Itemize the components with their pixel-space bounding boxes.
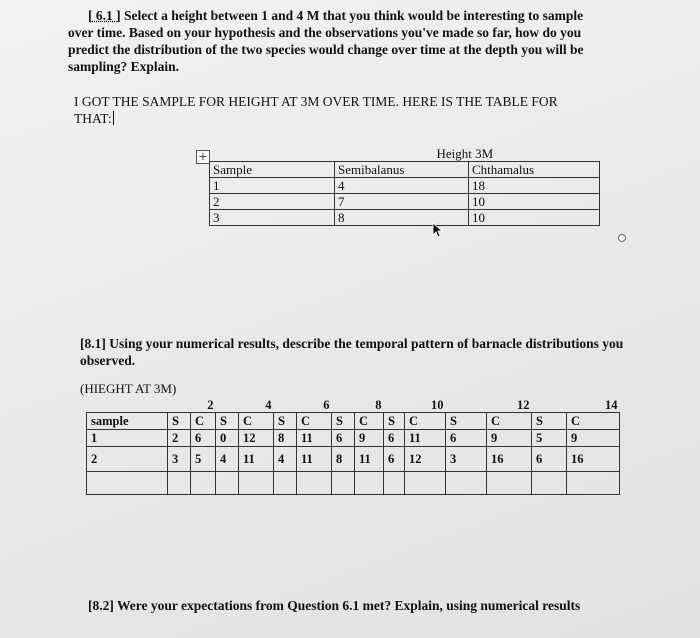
question-8-1: [8.1] Using your numerical results, describe the temporal pattern of barnacle distributions you observed.: [80, 336, 624, 368]
table-row: [87, 430, 620, 447]
time-series-table: [86, 398, 620, 495]
table-cell[interactable]: 1: [87, 430, 168, 447]
table-cell[interactable]: 1: [210, 178, 335, 194]
table-cell[interactable]: 4: [274, 447, 297, 472]
header-c[interactable]: C: [567, 413, 620, 430]
table-caption: Height 3M: [436, 146, 494, 161]
table-cell[interactable]: 3: [168, 447, 191, 472]
table-header-row: [210, 162, 600, 178]
table-cell[interactable]: 10: [469, 194, 600, 210]
header-sample[interactable]: Sample: [210, 162, 335, 178]
table-cell[interactable]: [297, 472, 332, 495]
header-c[interactable]: C: [487, 413, 532, 430]
table-cell[interactable]: 5: [191, 447, 216, 472]
answer-text[interactable]: I GOT THE SAMPLE FOR HEIGHT AT 3M OVER TIME. HERE IS THE TABLE FOR THAT:: [74, 94, 558, 126]
table-cell[interactable]: 8: [274, 430, 297, 447]
time-header: 4: [265, 398, 272, 412]
header-s[interactable]: S: [532, 413, 567, 430]
table-row: [87, 472, 620, 495]
table-cell[interactable]: 18: [469, 178, 600, 194]
header-chthamalus[interactable]: Chthamalus: [469, 162, 600, 178]
header-c[interactable]: C: [297, 413, 332, 430]
table-cell[interactable]: 2: [168, 430, 191, 447]
table-cell[interactable]: 11: [239, 447, 274, 472]
table-cell[interactable]: 4: [335, 178, 469, 194]
table-cell[interactable]: [355, 472, 384, 495]
table-cell[interactable]: [384, 472, 405, 495]
text-cursor: [113, 111, 114, 125]
time-header: 6: [323, 398, 330, 412]
header-c[interactable]: C: [191, 413, 216, 430]
table-cell[interactable]: [87, 472, 168, 495]
table-cell[interactable]: 6: [446, 430, 487, 447]
table-cell[interactable]: 3: [210, 210, 335, 226]
question-number: [8.2]: [88, 598, 114, 613]
table-cell[interactable]: [446, 472, 487, 495]
table-cell[interactable]: [405, 472, 446, 495]
table-cell[interactable]: 7: [335, 194, 469, 210]
table-row: [210, 194, 600, 210]
header-s[interactable]: S: [216, 413, 239, 430]
header-sample[interactable]: sample: [87, 413, 168, 430]
table-cell[interactable]: 11: [297, 447, 332, 472]
table-cell[interactable]: 6: [191, 430, 216, 447]
table-cell[interactable]: 6: [384, 430, 405, 447]
time-header-row: [87, 398, 620, 413]
table-cell[interactable]: 6: [332, 430, 355, 447]
table-cell[interactable]: [239, 472, 274, 495]
table-cell[interactable]: 9: [355, 430, 384, 447]
table-row: [210, 210, 600, 226]
table-cell[interactable]: 11: [405, 430, 446, 447]
question-6-1: [ 6.1 ] Select a height between 1 and 4 M that you think would be interesting to sample: [88, 8, 584, 23]
time-header: 12: [517, 398, 530, 412]
table-cell[interactable]: [216, 472, 239, 495]
table-cell[interactable]: 16: [487, 447, 532, 472]
table-cell[interactable]: 2: [87, 447, 168, 472]
table-row: [87, 447, 620, 472]
table-cell[interactable]: [332, 472, 355, 495]
table-cell[interactable]: 10: [469, 210, 600, 226]
table-cell[interactable]: [487, 472, 532, 495]
question-number: [ 6.1 ]: [88, 8, 121, 23]
table-cell[interactable]: 6: [532, 447, 567, 472]
species-header-row: [87, 413, 620, 430]
table-cell[interactable]: 6: [384, 447, 405, 472]
table-cell[interactable]: 16: [567, 447, 620, 472]
header-c[interactable]: C: [355, 413, 384, 430]
question-8-2: [8.2] Were your expectations from Question 6.1 met? Explain, using numerical results: [88, 598, 581, 613]
table-cell[interactable]: 4: [216, 447, 239, 472]
table-cell[interactable]: 3: [446, 447, 487, 472]
header-s[interactable]: S: [274, 413, 297, 430]
table-move-handle-icon[interactable]: +: [196, 150, 210, 164]
table-cell[interactable]: 0: [216, 430, 239, 447]
table-cell[interactable]: 12: [405, 447, 446, 472]
question-6-1-body: over time. Based on your hypothesis and the observations you've made so far, how do you predict the distribution of the two species would change over time at the depth you will be sampling? Explain.: [68, 25, 584, 74]
header-c[interactable]: C: [239, 413, 274, 430]
table2-caption: (HIEGHT AT 3M): [80, 381, 177, 396]
table-cell[interactable]: [191, 472, 216, 495]
table-cell[interactable]: 9: [487, 430, 532, 447]
header-semibalanus[interactable]: Semibalanus: [335, 162, 469, 178]
table-cell[interactable]: [567, 472, 620, 495]
time-header: 14: [605, 398, 618, 412]
header-c[interactable]: C: [405, 413, 446, 430]
time-header: 8: [375, 398, 382, 412]
header-s[interactable]: S: [384, 413, 405, 430]
table-cell[interactable]: 9: [567, 430, 620, 447]
table-cell[interactable]: [168, 472, 191, 495]
table-resize-handle-icon[interactable]: [618, 234, 626, 242]
height-table: [209, 146, 600, 226]
time-header: 10: [431, 398, 444, 412]
header-s[interactable]: S: [168, 413, 191, 430]
table-cell[interactable]: [274, 472, 297, 495]
table-cell[interactable]: 11: [355, 447, 384, 472]
table-cell[interactable]: 5: [532, 430, 567, 447]
header-s[interactable]: S: [332, 413, 355, 430]
mouse-pointer-icon: [432, 222, 446, 238]
header-s[interactable]: S: [446, 413, 487, 430]
time-header: 2: [207, 398, 214, 412]
table-row: [210, 178, 600, 194]
table-cell[interactable]: 8: [335, 210, 469, 226]
table-cell[interactable]: 2: [210, 194, 335, 210]
table-cell[interactable]: [532, 472, 567, 495]
table-cell[interactable]: 12: [239, 430, 274, 447]
table-cell[interactable]: 8: [332, 447, 355, 472]
question-number: [8.1]: [80, 336, 106, 351]
table-cell[interactable]: 11: [297, 430, 332, 447]
